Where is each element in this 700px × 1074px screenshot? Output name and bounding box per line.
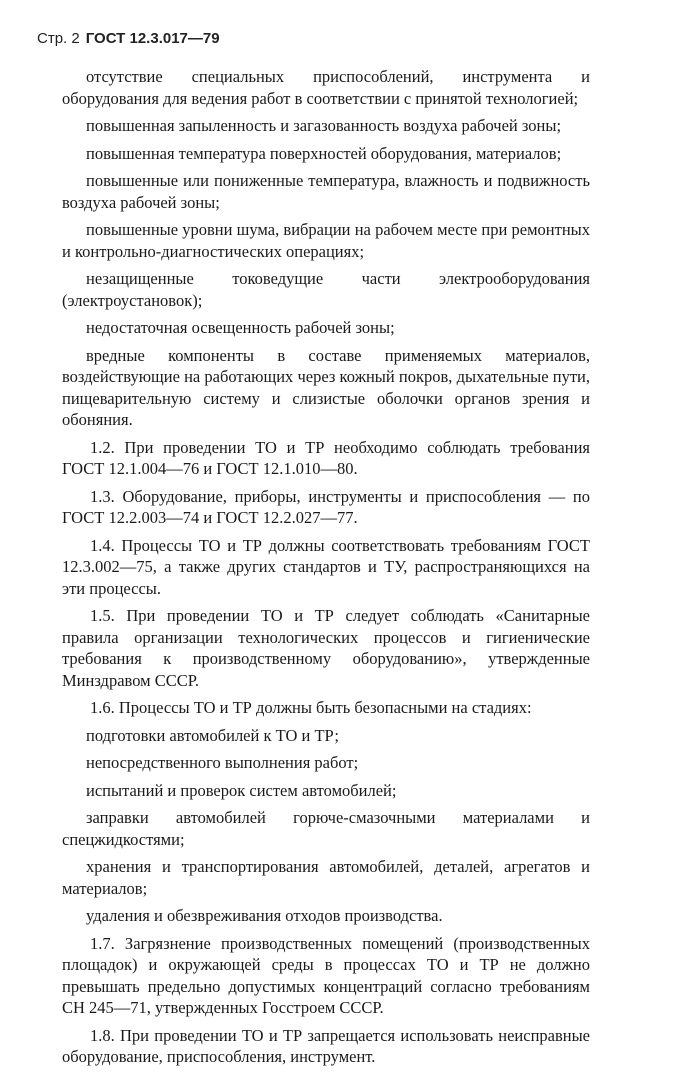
clause-1-6: 1.6. Процессы ТО и ТР должны быть безопасными на стадиях:: [90, 698, 532, 717]
clause-1-7: 1.7. Загрязнение производственных помещений (производственных площадок) и окружающей среды в процессах ТО и ТР не должно превышать предельно допустимых концентраций согласно требованиям СН 245—71, утвержденных Госстроем СССР.: [62, 933, 590, 1017]
standard-designation: ГОСТ 12.3.017—79: [85, 30, 220, 47]
hazard-item: недостаточная освещенность рабочей зоны;: [86, 318, 395, 337]
stage-item: подготовки автомобилей к ТО и ТР;: [86, 725, 339, 745]
document-body: [62, 66, 590, 1074]
hazard-item: повышенная запыленность и загазованность воздуха рабочей зоны;: [86, 116, 562, 135]
clause-1-3: 1.3. Оборудование, приборы, инструменты и приспособления — по ГОСТ 12.2.003—74 и ГОСТ 12.2.027—77.: [62, 486, 590, 527]
hazard-item: отсутствие специальных приспособлений, инструмента и оборудования для ведения работ в соответствии с принятой технологией;: [62, 67, 590, 108]
clause-1-2: 1.2. При проведении ТО и ТР необходимо соблюдать требования ГОСТ 12.1.004—76 и ГОСТ 12.1.010—80.: [62, 437, 590, 478]
hazard-item: повышенные или пониженные температура, влажность и подвижность воздуха рабочей зоны;: [62, 171, 590, 212]
hazard-item: повышенная температура поверхностей оборудования, материалов;: [86, 143, 562, 163]
hazard-item: незащищенные токоведущие части электрооборудования (электроустановок);: [62, 269, 590, 310]
page-header: [37, 30, 220, 47]
stage-item: непосредственного выполнения работ;: [86, 753, 359, 772]
clause-1-8: 1.8. При проведении ТО и ТР запрещается использовать неисправные оборудование, приспособления, инструмент.: [62, 1025, 590, 1066]
stage-item: заправки автомобилей горюче-смазочными материалами и спецжидкостями;: [62, 808, 590, 849]
stage-item: испытаний и проверок систем автомобилей;: [86, 780, 397, 800]
stage-item: хранения и транспортирования автомобилей, деталей, агрегатов и материалов;: [62, 857, 590, 898]
hazard-item: повышенные уровни шума, вибрации на рабочем месте при ремонтных и контрольно-диагностических операциях;: [62, 220, 590, 261]
clause-1-5: 1.5. При проведении ТО и ТР следует соблюдать «Санитарные правила организации технологических процессов и гигиенические требования к производственному оборудованию», утвержденные Минздравом СССР.: [62, 606, 590, 690]
stage-item: удаления и обезвреживания отходов производства.: [86, 906, 443, 925]
hazard-item: вредные компоненты в составе применяемых материалов, воздействующие на работающих через кожный покров, дыхательные пути, пищеварительную систему и слизистые оболочки органов зрения и обоняния.: [62, 345, 590, 429]
clause-1-4: 1.4. Процессы ТО и ТР должны соответствовать требованиям ГОСТ 12.3.002—75, а также других стандартов и ТУ, распространяющихся на эти процессы.: [62, 535, 590, 598]
page-number: Стр. 2: [37, 30, 80, 47]
